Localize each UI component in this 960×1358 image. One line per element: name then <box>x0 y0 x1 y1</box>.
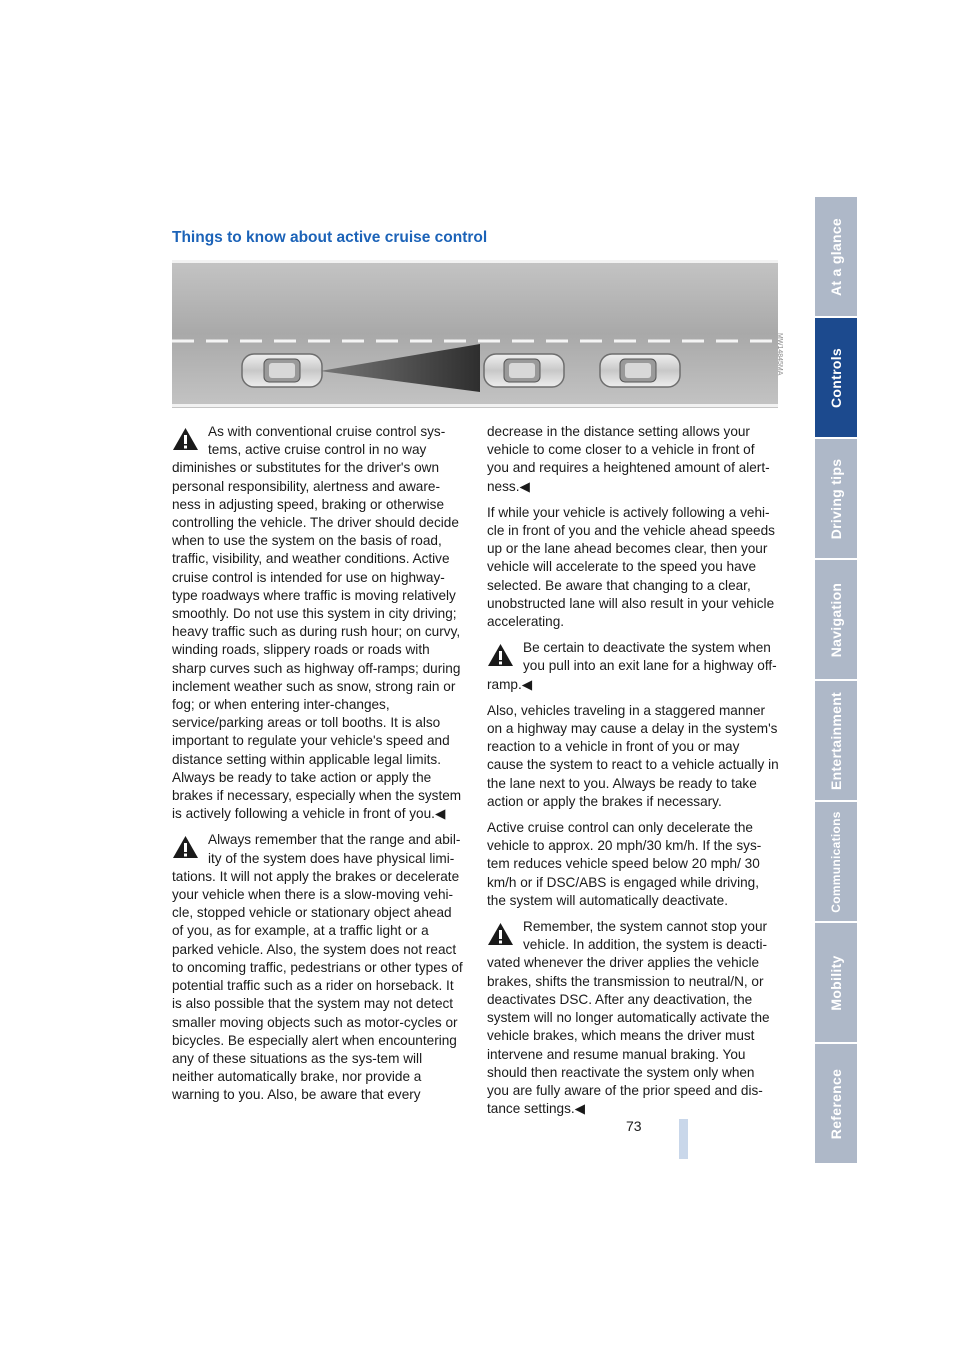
warning-block <box>172 423 464 823</box>
vehicle-ahead <box>484 354 564 387</box>
tab-mobility[interactable] <box>815 923 857 1042</box>
page-marker-bar <box>679 1119 688 1159</box>
warning-text: As with conventional cruise control sys-tems, active cruise control in no way diminishes or substitutes for the driver's own personal responsibility, alertness and aware-ness in adjusting speed, braking or otherwise controlling the vehicle. The driver should decide when to use the system on the basis of road, traffic, visibility, and weather conditions. Active cruise control is intended for use on highway-type roadways where traffic is moving relatively smoothly. Do not use this system in city driving; heavy traffic such as during rush hour; on curvy, winding roads, slippery roads or roads with sharp curves such as highway off-ramps; during inclement weather such as snow, strong rain or fog; or when entering inter-changes, service/parking areas or toll booths. It is also important to regulate your vehicle's speed and distance setting within applicable legal limits. Always be ready to take action or apply the brakes if necessary, especially when the system is actively following a vehicle in front of you.◀ <box>172 424 462 822</box>
tab-label: Communications <box>829 810 843 913</box>
tab-label: Mobility <box>828 954 844 1011</box>
tab-label: Controls <box>828 347 844 408</box>
left-column <box>172 423 464 1113</box>
warning-text: Be certain to deactivate the system when you pull into an exit lane for a highway off-ramp.◀ <box>487 640 777 692</box>
far-vehicle <box>600 354 680 387</box>
warning-text: Remember, the system cannot stop your vehicle. In addition, the system is deacti-vated whenever the driver applies the vehicle brakes, shifts the transmission to neutral/N, or deactivates DSC. After any deactivation, the system will no longer automatically activate the vehicle brakes, which means the driver must intervene and resume manual braking. You should then reactivate the system only when you are fully aware of the prior speed and dis-tance settings.◀ <box>487 919 770 1117</box>
right-column <box>487 423 779 1126</box>
tab-at-a-glance[interactable] <box>815 197 857 316</box>
paragraph: Active cruise control can only decelerate the vehicle to approx. 20 mph/30 km/h. If the sys-tem reduces vehicle speed below 20 mph/ 30 km/h or if DSC/ABS is engaged while driving, the system will automatically deactivate. <box>487 820 762 908</box>
paragraph: If while your vehicle is actively following a vehi-cle in front of you and the vehicle ahead speeds up or the lane ahead becomes clear, then your vehicle will accelerate to the speed you have selected. Be aware that changing to a clear, unobstructed lane will also result in your vehicle accelerating. <box>487 504 775 630</box>
tab-label: Navigation <box>828 582 844 657</box>
warning-triangle-icon <box>487 643 514 667</box>
page-number: 73 <box>626 1118 642 1134</box>
tab-reference[interactable] <box>815 1044 857 1163</box>
tab-label: Driving tips <box>828 458 844 539</box>
tab-entertainment[interactable] <box>815 681 857 800</box>
tab-communications[interactable] <box>815 802 857 921</box>
warning-triangle-icon <box>487 922 514 946</box>
warning-block <box>172 831 464 1104</box>
tab-label: Entertainment <box>828 691 844 790</box>
cruise-control-illustration <box>172 256 778 412</box>
own-vehicle <box>242 354 322 387</box>
tab-driving-tips[interactable] <box>815 439 857 558</box>
tab-controls[interactable] <box>815 318 857 437</box>
paragraph: Also, vehicles traveling in a staggered manner on a highway may cause a delay in the system's reaction to a vehicle in front of you or may cause the system to react to a vehicle actually in the lane next to you. Always be ready to take action or apply the brakes if necessary. <box>487 702 779 809</box>
warning-triangle-icon <box>172 427 199 451</box>
figure-code: MW14845MA <box>776 333 783 376</box>
tab-label: At a glance <box>828 217 844 296</box>
paragraph: decrease in the distance setting allows your vehicle to come closer to a vehicle in front of you and requires a heightened amount of alert-ness.◀ <box>487 424 770 494</box>
chapter-tabs <box>815 197 857 1165</box>
warning-block <box>487 918 779 1118</box>
warning-triangle-icon <box>172 835 199 859</box>
tab-label: Reference <box>828 1068 844 1139</box>
section-title: Things to know about active cruise control <box>172 229 488 246</box>
warning-text: Always remember that the range and abil-ity of the system does have physical limi-tations. It will not apply the brakes or decelerate your vehicle when there is a slow-moving vehi-cle, stopped vehicle or stationary object ahead of you, as for example, at a traffic light or a parked vehicle. Also, the system does not react to oncoming traffic, pedestrians or other types of potential traffic such as a rider on horseback. It is also possible that the system may not detect smaller moving objects such as motor-cycles or bicycles. Be especially alert when encountering any of these situations as the sys-tem will neither automatically brake, nor provide a warning to you. Also, be aware that every <box>172 832 463 1103</box>
tab-navigation[interactable] <box>815 560 857 679</box>
warning-block <box>487 639 779 694</box>
